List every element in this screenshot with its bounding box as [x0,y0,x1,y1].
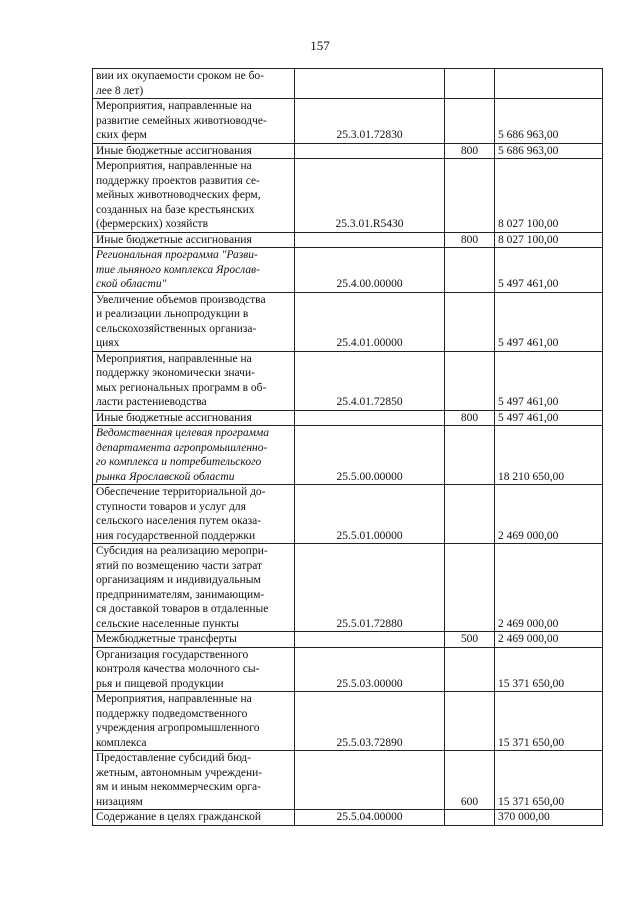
item-name-cell: Иные бюджетные ассигнования [93,143,295,159]
amount-cell: 8 027 100,00 [495,232,603,248]
target-code-cell [295,232,445,248]
amount-cell: 2 469 000,00 [495,632,603,648]
amount-cell: 5 497 461,00 [495,351,603,410]
table-row [93,410,603,426]
amount-cell: 370 000,00 [495,810,603,826]
item-name-cell: Межбюджетные трансферты [93,632,295,648]
expense-type-cell: 800 [445,232,495,248]
amount-cell: 2 469 000,00 [495,485,603,544]
table-row [93,692,603,751]
table-row [93,143,603,159]
amount-cell: 8 027 100,00 [495,159,603,233]
amount-cell: 5 497 461,00 [495,248,603,293]
expense-type-cell [445,647,495,692]
amount-cell: 5 497 461,00 [495,292,603,351]
table-row [93,351,603,410]
item-name-cell: Субсидия на реализацию меропри- ятий по возмещению части затрат организациям и индивидуальным предпринимателям, занимающим- ся доставкой товаров в отдаленные сельские населенные пункты [93,544,295,632]
item-name-cell: Мероприятия, направленные на поддержку экономически значи- мых региональных программ в об- ласти растениеводства [93,351,295,410]
target-code-cell: 25.5.00.00000 [295,426,445,485]
target-code-cell [295,143,445,159]
target-code-cell: 25.5.01.72880 [295,544,445,632]
item-name-cell: Содержание в целях гражданской [93,810,295,826]
item-name-cell: Иные бюджетные ассигнования [93,410,295,426]
item-name-cell: Мероприятия, направленные на поддержку проектов развития се- мейных животноводческих ферм, созданных на базе крестьянских (фермерских) хозяйств [93,159,295,233]
amount-cell [495,69,603,99]
expense-type-cell [445,351,495,410]
table-row [93,810,603,826]
expense-type-cell [445,159,495,233]
table-row [93,647,603,692]
expense-type-cell: 800 [445,410,495,426]
expense-type-cell: 500 [445,632,495,648]
target-code-cell: 25.4.01.72850 [295,351,445,410]
target-code-cell: 25.5.03.00000 [295,647,445,692]
expense-type-cell [445,810,495,826]
expense-type-cell [445,692,495,751]
item-name-cell: Региональная программа "Разви- тие льняного комплекса Ярослав- ской области" [93,248,295,293]
target-code-cell [295,751,445,810]
amount-cell: 15 371 650,00 [495,751,603,810]
target-code-cell: 25.4.01.00000 [295,292,445,351]
item-name-cell: Предоставление субсидий бюд- жетным, автономным учреждени- ям и иным некоммерческим орга- низациям [93,751,295,810]
amount-cell: 18 210 650,00 [495,426,603,485]
table-row [93,232,603,248]
expense-type-cell [445,544,495,632]
target-code-cell: 25.4.00.00000 [295,248,445,293]
page-number: 157 [310,38,330,53]
table-row [93,485,603,544]
table-row [93,248,603,293]
target-code-cell [295,410,445,426]
table-row [93,426,603,485]
expense-type-cell [445,248,495,293]
expense-type-cell [445,485,495,544]
target-code-cell: 25.5.01.00000 [295,485,445,544]
expense-type-cell: 800 [445,143,495,159]
amount-cell: 5 686 963,00 [495,143,603,159]
amount-cell: 5 686 963,00 [495,99,603,144]
target-code-cell: 25.3.01.R5430 [295,159,445,233]
budget-table [92,68,603,826]
amount-cell: 5 497 461,00 [495,410,603,426]
table-row [93,159,603,233]
amount-cell: 15 371 650,00 [495,647,603,692]
item-name-cell: Иные бюджетные ассигнования [93,232,295,248]
amount-cell: 15 371 650,00 [495,692,603,751]
table-row [93,544,603,632]
expense-type-cell [445,69,495,99]
expense-type-cell: 600 [445,751,495,810]
expense-type-cell [445,292,495,351]
table-row [93,751,603,810]
item-name-cell: Увеличение объемов производства и реализации льнопродукции в сельскохозяйственных организа- циях [93,292,295,351]
item-name-cell: вии их окупаемости сроком не бо- лее 8 лет) [93,69,295,99]
target-code-cell: 25.5.04.00000 [295,810,445,826]
target-code-cell [295,69,445,99]
item-name-cell: Организация государственного контроля качества молочного сы- рья и пищевой продукции [93,647,295,692]
table-row [93,292,603,351]
item-name-cell: Мероприятия, направленные на поддержку подведомственного учреждения агропромышленного комплекса [93,692,295,751]
table-row [93,99,603,144]
target-code-cell [295,632,445,648]
item-name-cell: Ведомственная целевая программа департамента агропромышленно- го комплекса и потребительского рынка Ярославской области [93,426,295,485]
expense-type-cell [445,426,495,485]
target-code-cell: 25.3.01.72830 [295,99,445,144]
expense-type-cell [445,99,495,144]
target-code-cell: 25.5.03.72890 [295,692,445,751]
table-row [93,69,603,99]
amount-cell: 2 469 000,00 [495,544,603,632]
table-row [93,632,603,648]
item-name-cell: Обеспечение территориальной до- ступности товаров и услуг для сельского населения путем оказа- ния государственной поддержки [93,485,295,544]
item-name-cell: Мероприятия, направленные на развитие семейных животноводче- ских ферм [93,99,295,144]
budget-table-body [93,69,603,826]
